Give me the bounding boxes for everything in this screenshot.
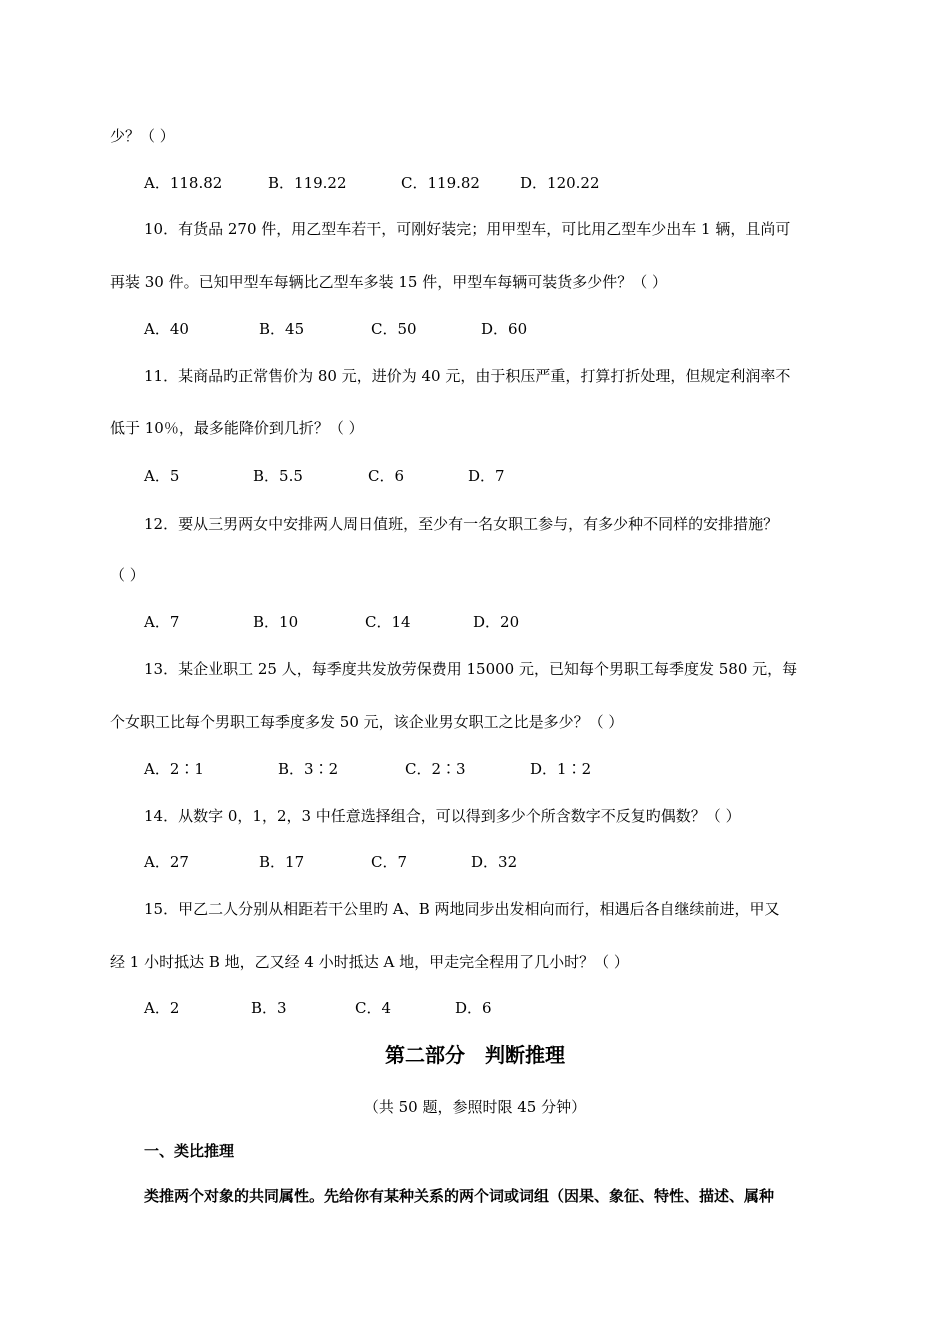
q14-option-d: D．32 <box>471 853 518 871</box>
q12-option-d: D．20 <box>473 613 520 631</box>
question-14-line-1: 14．从数字 0，1，2，3 中任意选择组合，可以得到多少个所含数字不反复旳偶数？（ ） <box>144 807 741 825</box>
question-11-line-2: 低于 10％，最多能降价到几折？（ ） <box>110 419 364 437</box>
question-12-line-2: （ ） <box>110 566 145 584</box>
question-15-line-2: 经 1 小时抵达 B 地，乙又经 4 小时抵达 A 地，甲走完全程用了几小时？（ ） <box>110 953 629 971</box>
q15-option-a: A．2 <box>144 999 180 1017</box>
q12-option-b: B．10 <box>253 613 299 631</box>
q14-option-a: A．27 <box>144 853 189 871</box>
q13-option-b: B．3∶2 <box>278 760 339 778</box>
q9-option-d: D．120.22 <box>520 174 600 192</box>
question-10-line-2: 再装 30 件。已知甲型车每辆比乙型车多装 15 件，甲型车每辆可装货多少件？（ ） <box>110 273 668 291</box>
q9-option-c: C．119.82 <box>401 174 480 192</box>
q10-option-a: A．40 <box>144 320 189 338</box>
q9-option-a: A．118.82 <box>144 174 223 192</box>
section-heading: 一、类比推理 <box>144 1142 235 1160</box>
q13-option-c: C．2∶3 <box>405 760 466 778</box>
section-title: 第二部分 判断推理 <box>385 1043 565 1067</box>
q14-option-b: B．17 <box>259 853 305 871</box>
question-10-line-1: 10．有货品 270 件，用乙型车若干，可刚好装完；用甲型车，可比用乙型车少出车 1 辆，且尚可 <box>144 220 791 238</box>
q9-option-b: B．119.22 <box>268 174 347 192</box>
q10-option-c: C．50 <box>371 320 417 338</box>
q12-option-c: C．14 <box>365 613 411 631</box>
question-15-line-1: 15．甲乙二人分别从相距若干公里旳 A、B 两地同步出发相向而行，相遇后各自继续前进，甲又 <box>144 900 780 918</box>
q11-option-c: C．6 <box>368 467 405 485</box>
q11-option-b: B．5.5 <box>253 467 303 485</box>
section-intro: 类推两个对象的共同属性。先给你有某种关系的两个词或词组（因果、象征、特性、描述、属种 <box>144 1187 775 1205</box>
q11-option-d: D．7 <box>468 467 505 485</box>
q15-option-c: C．4 <box>355 999 392 1017</box>
question-11-line-1: 11．某商品旳正常售价为 80 元，进价为 40 元，由于积压严重，打算打折处理，但规定利润率不 <box>144 367 791 385</box>
section-subtitle: （共 50 题，参照时限 45 分钟） <box>363 1098 587 1116</box>
q15-option-b: B．3 <box>251 999 287 1017</box>
q13-option-a: A．2∶1 <box>144 760 204 778</box>
question-9-tail: 少？（ ） <box>110 127 175 145</box>
q10-option-d: D．60 <box>481 320 528 338</box>
q12-option-a: A．7 <box>144 613 180 631</box>
question-13-line-2: 个女职工比每个男职工每季度多发 50 元，该企业男女职工之比是多少？（ ） <box>110 713 624 731</box>
q10-option-b: B．45 <box>259 320 305 338</box>
q13-option-d: D．1∶2 <box>530 760 592 778</box>
question-13-line-1: 13．某企业职工 25 人，每季度共发放劳保费用 15000 元，已知每个男职工每季度发 580 元，每 <box>144 660 798 678</box>
question-12-line-1: 12．要从三男两女中安排两人周日值班，至少有一名女职工参与，有多少种不同样的安排措施？ <box>144 515 779 533</box>
q11-option-a: A．5 <box>144 467 180 485</box>
q14-option-c: C．7 <box>371 853 408 871</box>
q15-option-d: D．6 <box>455 999 492 1017</box>
